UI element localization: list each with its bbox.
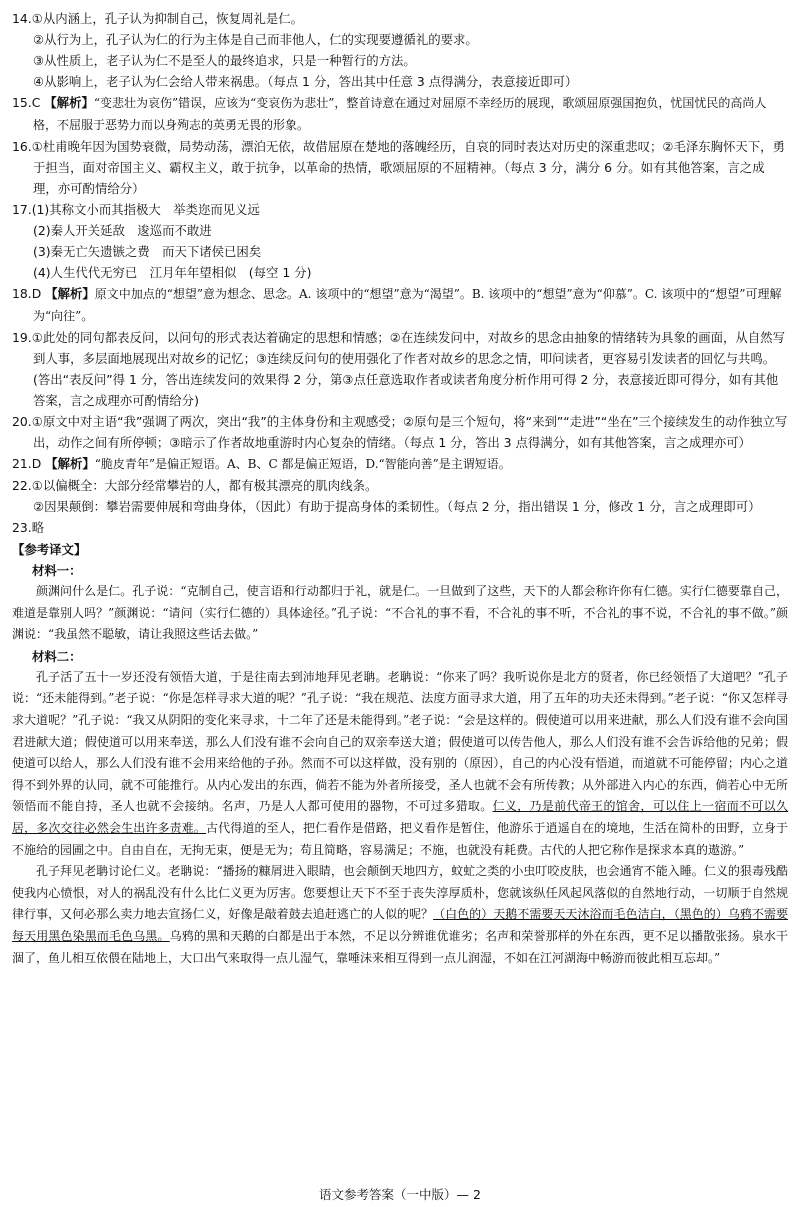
material-2-p2-underlined: （白色的）天鹅不需要天天沐浴而毛色洁白，（黑色的）乌鸦不需要每天用黑色染黑而毛色乌黑。 (12, 907, 788, 943)
answer-18-analysis: 原文中加点的“想望”意为想念、思念。A. 该项中的“想望”意为“渴望”。B. 该项中的“想望”意为“仰慕”。C. 该项中的“想望”可理解为“向往”。 (33, 287, 782, 323)
material-2-p1-text-b: 古代得道的至人，把仁看作是借路，把义看作是暂住，他游乐于逍遥自在的境地，生活在简朴的田野，立身于不施给的园圃之中。自由自在，无拘无束，便是无为；苟且简略，容易满足；不施，也就没有耗费。古代的人把它称作是探求本真的遨游。” (12, 820, 788, 857)
answer-14-line-3: ③从性质上，老子认为仁不是至人的最终追求，只是一种暂行的方法。 (33, 53, 416, 68)
material-2-title: 材料二： (32, 648, 82, 664)
material-2-p2-text-b: 乌鸦的黑和天鹅的白都是出于本然，不足以分辨谁优谁劣；名声和荣誉那样的外在东西，更不足以播散张扬。泉水干涸了，鱼儿相互依偎在陆地上，大口出气来取得一点儿湿气，靠唾沫来相互得到一点儿润湿，不如在江河湖海中畅游而彼此相互忘却。” (12, 928, 788, 965)
answer-22-line-1: 22.①以偏概全：大部分经常攀岩的人，都有极其漂亮的肌肉线条。 (12, 478, 378, 493)
translation-heading: 【参考译文】 (12, 542, 87, 557)
analysis-tag: 【解析】 (45, 456, 95, 471)
answer-15-analysis: “变悲壮为哀伤”错误，应该为“变哀伤为悲壮”，整首诗意在通过对屈原不幸经历的展现，歌颂屈原强国抱负，忧国忧民的高尚人格，不屈服于恶势力而以身殉志的英勇无畏的形象。 (33, 96, 767, 132)
answer-14-line-4: ④从影响上，老子认为仁会给人带来祸患。（每点 1 分，答出其中任意 3 点得满分，表意接近即可） (33, 74, 578, 89)
answer-17 (12, 199, 788, 283)
analysis-tag: 【解析】 (44, 95, 94, 110)
answer-17-line-3: (3)秦无亡矢遗镞之费 而天下诸侯已困矣 (33, 244, 262, 259)
material-2-p1-text-a: 孔子活了五十一岁还没有领悟大道，于是往南去到沛地拜见老聃。老聃说：“你来了吗？我听说你是北方的贤者，你已经领悟了大道吧？”孔子说：“还未能得到。”老子说：“你是怎样寻求大道的呢？”孔子说：“我在规范、法度方面寻求大道，用了五年的功夫还未得到。”老子说：“你又怎样寻求大道呢？”孔子说：“我又从阴阳的变化来寻求，十二年了还是未能得到。”老子说：“会是这样的。假使道可以用来进献，那么人们没有谁不会向国君进献大道；假使道可以用来奉送，那么人们没有谁不会向自己的双亲奉送大道；假使道可以传告他人，那么人们没有谁不会告诉给他的兄弟；假使道可以给人，那么人们没有谁不会用来给他的子孙。然而不可以这样做，没有别的（原因），自己的内心没有悟道，而道就不可能停留；内心之道得不到外界的认同，就不可能推行。从内心发出的东西，倘若不能为外者所接受，圣人也就不会有所传教；从外部进入内心的东西，倘若心中无所领悟而不能自持，圣人也就不会接纳。名声，乃是人人都可使用的器物，不可过多猎取。 (12, 669, 788, 814)
answer-22-line-2: ②因果颠倒：攀岩需要伸展和弯曲身体，（因此）有助于提高身体的柔韧性。（每点 2 分，指出错误 1 分，修改 1 分，言之成理即可） (33, 499, 761, 514)
answer-23: 23.略 (12, 520, 45, 535)
answer-14-line-1: 14.①从内涵上，孔子认为抑制自己，恢复周礼是仁。 (12, 11, 304, 26)
material-2-p2-text-a: 孔子拜见老聃讨论仁义。老聃说：“播扬的糠屑进入眼睛，也会颠倒天地四方，蚊虻之类的小虫叮咬皮肤，也会通宵不能入睡。仁义的狠毒残酷使我内心愤恨，对人的祸乱没有什么比仁义更为厉害。您要想让天下不至于丧失淳厚质朴，您就该纵任风起风落似的自然地行动，一切顺于自然规律行事，又何必那么卖力地去宣扬仁义，好像是敲着鼓去追赶逃亡的人似的呢？ (12, 864, 788, 922)
answer-21-choice: 21.D (12, 456, 46, 471)
page-footer: 语文参考答案（一中版）— 2 (319, 1187, 481, 1202)
answer-15-choice: 15.C (12, 95, 45, 110)
analysis-tag: 【解析】 (45, 286, 95, 301)
answer-17-line-4: (4)人生代代无穷已 江月年年望相似 (每空 1 分) (33, 265, 312, 280)
answer-22 (12, 475, 788, 517)
material-2-paragraph-1 (12, 667, 788, 861)
material-1-translation: 颜渊问什么是仁。孔子说：“克制自己，使言语和行动都归于礼，就是仁。一旦做到了这些，天下的人都会称许你有仁德。实行仁德要靠自己，难道是靠别人吗？”颜渊说：“请问（实行仁德的）具体途径。”孔子说：“不合礼的事不看，不合礼的事不听，不合礼的事不说，不合礼的事不做。”颜渊说：“我虽然不聪敏，请让我照这些话去做。” (12, 584, 788, 642)
material-1-title: 材料一： (32, 563, 82, 578)
answer-21-analysis: “脆皮青年”是偏正短语。A、B、C 都是偏正短语，D.“智能向善”是主谓短语。 (94, 457, 511, 471)
answer-content (12, 8, 788, 969)
answer-19: 19.①此处的同句都表反问，以问句的形式表达着确定的思想和情感；②在连续发问中，对故乡的思念由抽象的情绪转为具象的画面，从自然写到人事，多层面地展现出对故乡的记忆；③连续反问句的使用强化了作者对故乡的思念之情，叩问读者，更容易引发读者的回忆与共鸣。(答出“表反问”得 1 分，答出连续发问的效果得 2 分，第③点任意选取作者或读者角度分析作用可得 2 分，表意接近即可得分，如有其他答案，言之成理亦可酌情给分) (12, 330, 785, 408)
answer-14 (12, 8, 788, 92)
answer-21 (12, 453, 788, 475)
answer-16: 16.①杜甫晚年因为国势衰微，局势动荡，漂泊无依，故借屈原在楚地的落魄经历，自哀的同时表达对历史的深重悲叹；②毛泽东胸怀天下，勇于担当，面对帝国主义、霸权主义，敢于抗争，以革命的热情，歌颂屈原的不屈精神。（每点 3 分，满分 6 分。如有其他答案，言之成理，亦可酌情给分） (12, 139, 785, 196)
answer-20: 20.①原文中对主语“我”强调了两次，突出“我”的主体身份和主观感受；②原句是三个短句，将“来到”“走进”“坐在”三个接续发生的动作独立写出，动作之间有所停顿；③暗示了作者故地重游时内心复杂的情绪。（每点 1 分，答出 3 点得满分，如有其他答案，言之成理亦可） (12, 414, 788, 450)
answer-17-line-1: 17.(1)其称文小而其指极大 举类迩而见义远 (12, 202, 260, 217)
answer-18 (12, 283, 788, 327)
material-2-paragraph-2 (12, 861, 788, 969)
material-2-p1-underlined: 仁义，乃是前代帝王的馆舍，可以住上一宿而不可以久居，多次交往必然会生出许多责难。 (12, 799, 788, 835)
answer-17-line-2: (2)秦人开关延敌 逡巡而不敢进 (33, 223, 212, 238)
answer-14-line-2: ②从行为上，孔子认为仁的行为主体是自己而非他人，仁的实现要遵循礼的要求。 (33, 32, 478, 47)
answer-18-choice: 18.D (12, 286, 46, 301)
answer-15 (12, 92, 788, 136)
